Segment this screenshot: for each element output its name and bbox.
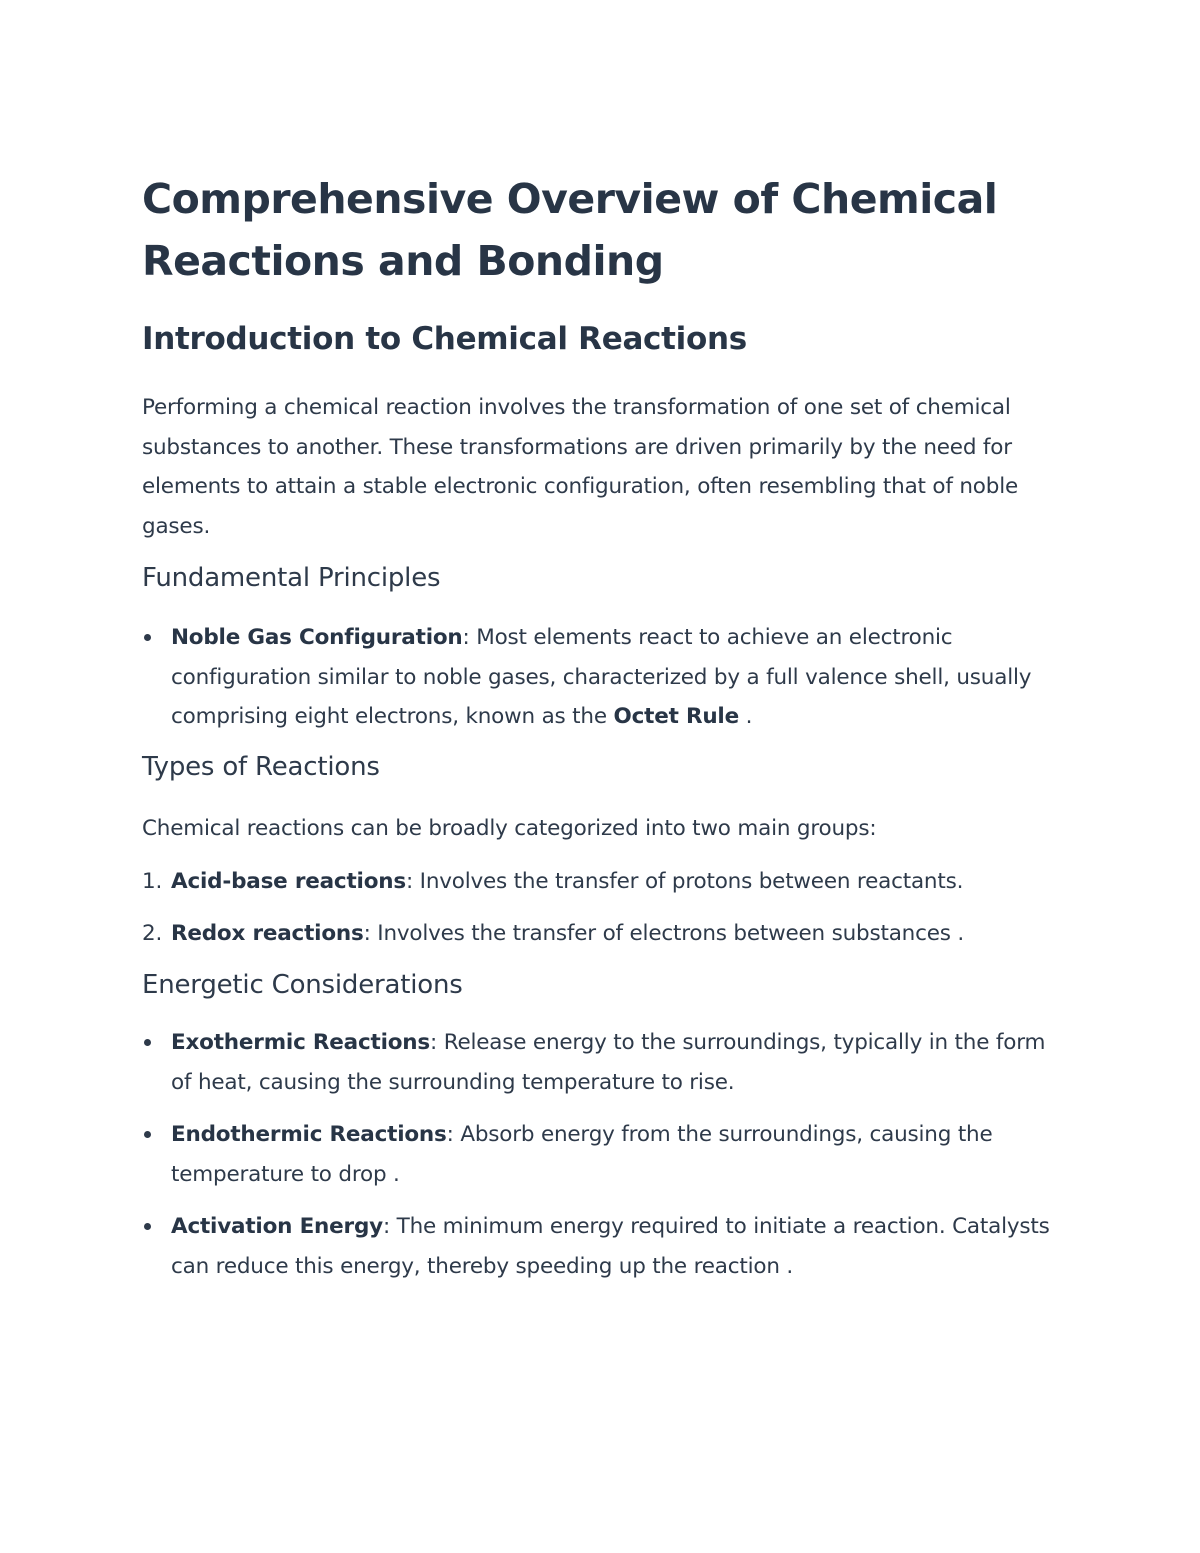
list-item — [142, 1115, 1072, 1194]
list-item-term: Acid-base reactions — [171, 869, 406, 894]
list-item — [142, 862, 1072, 902]
list-item — [142, 1023, 1072, 1102]
list-item-text: : The minimum energy required to initiate a reaction. Catalysts can reduce this energy, thereby speeding up the reaction . — [171, 1214, 1050, 1279]
list-item-text: : Involves the transfer of protons between reactants. — [406, 869, 964, 894]
energetic-list — [142, 1023, 1072, 1286]
list-item-text-end: . — [738, 704, 753, 729]
bullet-icon — [144, 634, 151, 641]
list-item-term: Endothermic Reactions — [171, 1122, 447, 1147]
section-heading-introduction: Introduction to Chemical Reactions — [142, 321, 747, 357]
list-item — [142, 1207, 1072, 1286]
list-item — [142, 914, 1072, 954]
subsection-heading-types: Types of Reactions — [142, 751, 380, 782]
subsection-heading-principles: Fundamental Principles — [142, 563, 441, 593]
document-page — [142, 168, 1072, 1286]
list-item-emphasis: Octet Rule — [613, 704, 739, 729]
bullet-icon — [144, 1039, 151, 1046]
types-list — [142, 862, 1072, 953]
list-number: 1. — [142, 869, 163, 894]
list-item-text: : Release energy to the surroundings, typically in the form of heat, causing the surrounding temperature to rise. — [171, 1030, 1046, 1095]
list-item-term: Activation Energy — [171, 1214, 383, 1239]
bullet-icon — [144, 1223, 151, 1230]
list-item-text: : Involves the transfer of electrons between substances . — [363, 920, 965, 946]
list-item-term: Noble Gas Configuration — [171, 625, 463, 650]
introduction-paragraph: Performing a chemical reaction involves the transformation of one set of chemical substances to another. These transformations are driven primarily by the need for elements to attain a stable electronic configuration, often resembling that of noble gases. — [142, 395, 1019, 539]
subsection-heading-energetic: Energetic Considerations — [142, 970, 463, 1000]
list-item-text: : Most elements react to achieve an electronic configuration similar to noble gases, characterized by a full valence shell, usually comprising eight electrons, known as the — [171, 625, 1032, 729]
list-item-text: : Absorb energy from the surroundings, causing the temperature to drop . — [171, 1122, 993, 1187]
principles-list — [142, 618, 1072, 737]
list-number: 2. — [142, 920, 163, 946]
list-item — [142, 618, 1072, 737]
document-title: Comprehensive Overview of Chemical Reactions and Bonding — [142, 175, 998, 285]
types-paragraph: Chemical reactions can be broadly categorized into two main groups: — [142, 815, 877, 841]
list-item-term: Redox reactions — [171, 920, 364, 946]
list-item-term: Exothermic Reactions — [171, 1030, 431, 1055]
bullet-icon — [144, 1131, 151, 1138]
